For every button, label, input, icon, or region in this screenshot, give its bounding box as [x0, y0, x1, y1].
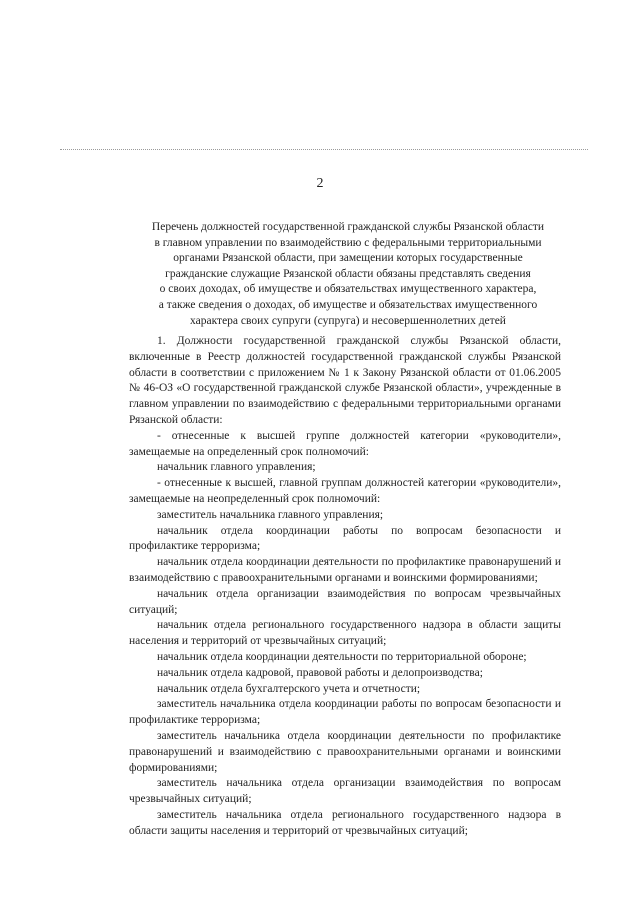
list-item-position: [129, 618, 561, 650]
position-title: заместитель начальника главного управления;: [157, 508, 384, 521]
paragraph-intro: [129, 334, 561, 429]
paragraph-continuation: включенные в Реестр должностей государственной гражданской службы Рязанской области в соответствии с приложением № 1 к Закону Рязанской области от 01.06.2005 № 46-ОЗ «О государственной гражданской службе Рязанской области», учрежденные в главном управлении по взаимодействию с федеральными территориальными органами Рязанской области:: [129, 350, 561, 426]
heading-line: о своих доходах, об имуществе и обязательствах имущественного характера,: [159, 283, 537, 296]
position-title-continuation: защиты населения и территорий от чрезвычайных ситуаций;: [129, 619, 562, 648]
list-item-position: [129, 729, 561, 776]
position-title-continuation: чрезвычайных ситуаций;: [129, 793, 252, 806]
heading-line: органами Рязанской области, при замещении которых государственные: [173, 252, 523, 265]
heading-line: характера своих супруги (супруга) и несовершеннолетних детей: [190, 314, 506, 327]
paragraph-category-main: [129, 476, 561, 508]
document-body: [129, 334, 561, 840]
list-item-position: [129, 650, 561, 666]
position-title-continuation: профилактике терроризма;: [129, 540, 261, 553]
paragraph-first-line: - отнесенные к высшей группе должностей категории «руководители»,: [157, 429, 561, 442]
position-title: начальник главного управления;: [157, 461, 316, 474]
position-title: начальник отдела бухгалтерского учета и отчетности;: [157, 682, 421, 695]
paragraph-first-line: - отнесенные к высшей, главной группам должностей категории: [157, 477, 477, 490]
position-title: начальник отдела кадровой, правовой работы и делопроизводства;: [157, 666, 483, 679]
list-item-position: [129, 524, 561, 556]
list-item-position: [129, 776, 561, 808]
paragraph-first-line: 1. Должности государственной гражданской службы Рязанской области,: [157, 335, 561, 347]
list-item-position: [129, 697, 561, 729]
position-title: начальник отдела координации деятельности по территориальной: [157, 650, 481, 663]
heading-line: гражданские служащие Рязанской области обязаны представлять сведения: [165, 267, 531, 280]
heading-line: Перечень должностей государственной гражданской службы Рязанской области: [151, 221, 545, 233]
position-title: начальник отдела организации взаимодействия по вопросам: [157, 587, 482, 600]
position-title: заместитель начальника отдела координации деятельности по: [157, 729, 485, 742]
position-title-continuation: чрезвычайных ситуаций;: [129, 587, 561, 616]
page-number: 2: [316, 176, 324, 191]
position-title: заместитель начальника отдела организации взаимодействия по вопросам: [157, 777, 561, 790]
paragraph-category-highest: [129, 429, 561, 461]
position-title: начальник отдела регионального государственного надзора в области: [157, 619, 518, 632]
document-heading: [118, 220, 578, 329]
position-title-continuation: правонарушений и взаимодействию с правоохранительными органами и воинскими формированиями;: [129, 556, 561, 584]
position-title: начальник отдела координации работы по вопросам безопасности и: [157, 524, 561, 537]
position-title: начальник отдела координации деятельности по профилактике: [157, 556, 466, 569]
list-item-position: [129, 587, 561, 619]
position-title: заместитель начальника отдела регионального государственного надзора: [157, 808, 547, 821]
list-item-position: [129, 460, 561, 476]
paragraph-continuation: «руководители», замещаемые на неопределенный срок полномочий:: [129, 477, 561, 505]
heading-line: в главном управлении по взаимодействию с федеральными территориальными: [154, 236, 542, 249]
paragraph-continuation: замещаемые на определенный срок полномочий:: [129, 445, 369, 458]
page-top-rule: [60, 149, 588, 150]
list-item-position: [129, 555, 561, 587]
position-title-continuation: профилактике правонарушений и взаимодействию с правоохранительными органами и воинскими формированиями;: [129, 729, 561, 774]
position-title: заместитель начальника отдела координации работы по вопросам: [157, 698, 483, 711]
list-item-position: [129, 666, 561, 682]
list-item-position: [129, 808, 561, 840]
list-item-position: [129, 508, 561, 524]
position-title-continuation: обороне;: [483, 650, 527, 663]
heading-line: а также сведения о доходах, об имуществе и обязательствах имущественного: [158, 298, 538, 311]
position-title-continuation: безопасности и профилактике терроризма;: [129, 698, 561, 727]
list-item-position: [129, 682, 561, 698]
position-title-continuation: в области защиты населения и территорий от чрезвычайных ситуаций;: [129, 808, 561, 837]
